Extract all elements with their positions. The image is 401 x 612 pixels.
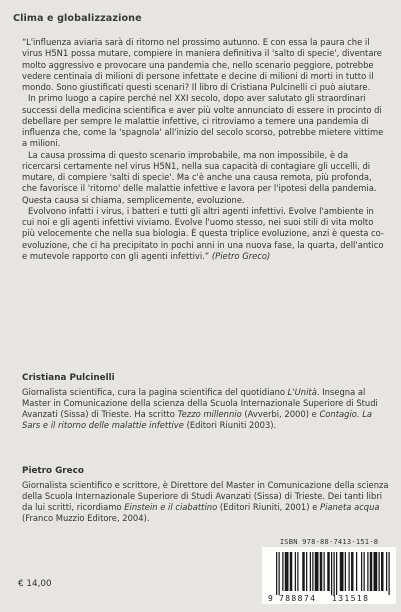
barcode-bar [279,552,280,595]
barcode-bar [381,552,384,591]
bio-text-segment: (Editori Riuniti, 2001) e [217,502,321,513]
barcode-bar [370,552,373,591]
barcode-bar [285,552,289,591]
blurb-paragraph-2: In primo luogo a capire perché nel XXI secolo, dopo aver salutato gli straordinari successi della medicina scientifica e aver più volte annunciato di essere in procinto di debellare per sempre le malattie infettive, ci ritroviamo a temere una pandemia di influenza che, come la 'spagnola' all'inizio del secolo scorso, potrebbe mietere vittime a milioni. [22,93,384,149]
blurb-paragraph-4 [22,206,388,262]
barcode-bar [356,552,357,591]
barcode-bar [302,552,305,591]
barcode-bar [327,552,330,591]
author-name: Cristiana Pulcinelli [22,373,115,383]
bio-text-segment: Giornalista scientifica, cura la pagina scientifica del quotidiano [22,387,288,398]
bio-title-unita: L'Unità [287,387,317,398]
barcode-bar [282,552,283,591]
barcode-bar [312,552,313,591]
author-bio-text [22,480,390,524]
barcode-bar [295,552,296,591]
bio-text-segment: (Avverbi, 2000) e [241,409,320,420]
barcode-bar [349,552,350,591]
barcode-bar [351,552,354,591]
barcode [262,547,396,604]
series-title: Clima e globalizzazione [13,13,142,24]
author-bio-greco [22,466,390,524]
barcode-bar [336,552,337,595]
blurb-attribution: (Pietro Greco) [211,250,271,261]
barcode-bar [364,552,365,591]
isbn-label: ISBN 978-88-7413-151-8 [279,537,379,546]
barcode-bar [331,552,332,595]
bio-title-pianeta-acqua: Pianeta acqua [320,502,380,513]
barcode-bar [310,552,311,591]
barcode-digits-right: 131518 [332,594,370,603]
bio-text-segment: . Insegna al Master in Comunicazione della scienza della Scuola Internazionale Superiore di Studi Avanzati (Sissa) di Trieste. Ha scritto [22,387,378,420]
price: € 14,00 [18,579,52,589]
author-bio-pulcinelli [22,373,390,431]
barcode-bar [374,552,378,591]
barcode-bar [379,552,380,591]
barcode-bar [306,552,307,591]
barcode-digits-left: 788874 [279,594,317,603]
barcode-bar [389,552,390,595]
bio-text-segment: (Franco Muzzio Editore, 2004). [22,513,150,524]
barcode-bar [290,552,293,591]
barcode-bar [386,552,387,591]
barcode-bar [334,552,335,595]
bio-title-terzo-millennio: Tezzo millennio [177,409,242,420]
barcode-bar [361,552,362,591]
barcode-bar [320,552,323,591]
barcode-bar [324,552,325,591]
blurb-paragraph-3: La causa prossima di questo scenario improbabile, ma non impossibile, è da ricercarsi certamente nel virus H5N1, nella sua capacità di contagiare gli uccelli, di mutare, di compiere 'salti di specie'. Ma c'è anche una causa remota, più profonda, che favorisce il 'ritorno' delle malattie infettive e lavora per l'ipotesi della pandemia. Questa causa si chiama, semplicemente, evoluzione. [22,149,377,205]
barcode-digit-first: 9 [268,594,273,603]
bio-title-einstein: Einstein e il ciabattino [124,502,218,513]
barcode-bar [340,552,344,591]
author-bio-text [22,387,390,431]
barcode-bar [297,552,298,591]
bio-title-contagio: Contagio. La Sars e il ritorno delle malattie infettive [22,409,373,431]
barcode-bar [276,552,277,595]
bio-text-segment: Giornalista scientifico e scrittore, è Direttore del Master in Comunicazione della scienza della Scuola Internazionale Superiore di Studi Avanzati (Sissa) di Trieste. Dei tanti libri da lui scritti, ricordiamo [22,480,389,513]
barcode-bar [315,552,319,591]
barcode-bar [345,552,346,591]
author-name: Pietro Greco [22,466,84,476]
bio-text-segment: (Editori Riuniti 2003). [183,420,277,431]
blurb-paragraph-4-text: Evolvono infatti i virus, i batteri e tutti gli altri agenti infettivi. Evolve l'ambiente in cui noi e gli agenti infettivi viviamo. Evolve l'uomo stesso, nei suoi stili di vita molto più velocemente che nella sua biologia. È questa triplice evoluzione, anzi è questa co-evoluzione, che ci ha precipitato in pochi anni in una nuova fase, la quarta, dell'antico e mutevole rapporto con gli agenti infettivi.” [22,205,384,261]
barcode-graphic [262,547,396,604]
blurb-paragraph-1: “L'influenza aviaria sarà di ritorno nel prossimo autunno. E con essa la paura che il virus H5N1 possa mutare, compiere in maniera definitiva il 'salto di specie', diventare molto aggressivo e provocare una pandemia che, nello scenario peggiore, potrebbe vedere centinaia di milioni di persone infettate e decine di milioni di morti in tutto il mondo. Sono giustificati questi scenari? Il libro di Cristiana Pulcinelli ci può aiutare. [22,37,382,92]
barcode-bar [367,552,368,591]
blurb-text [22,37,388,262]
